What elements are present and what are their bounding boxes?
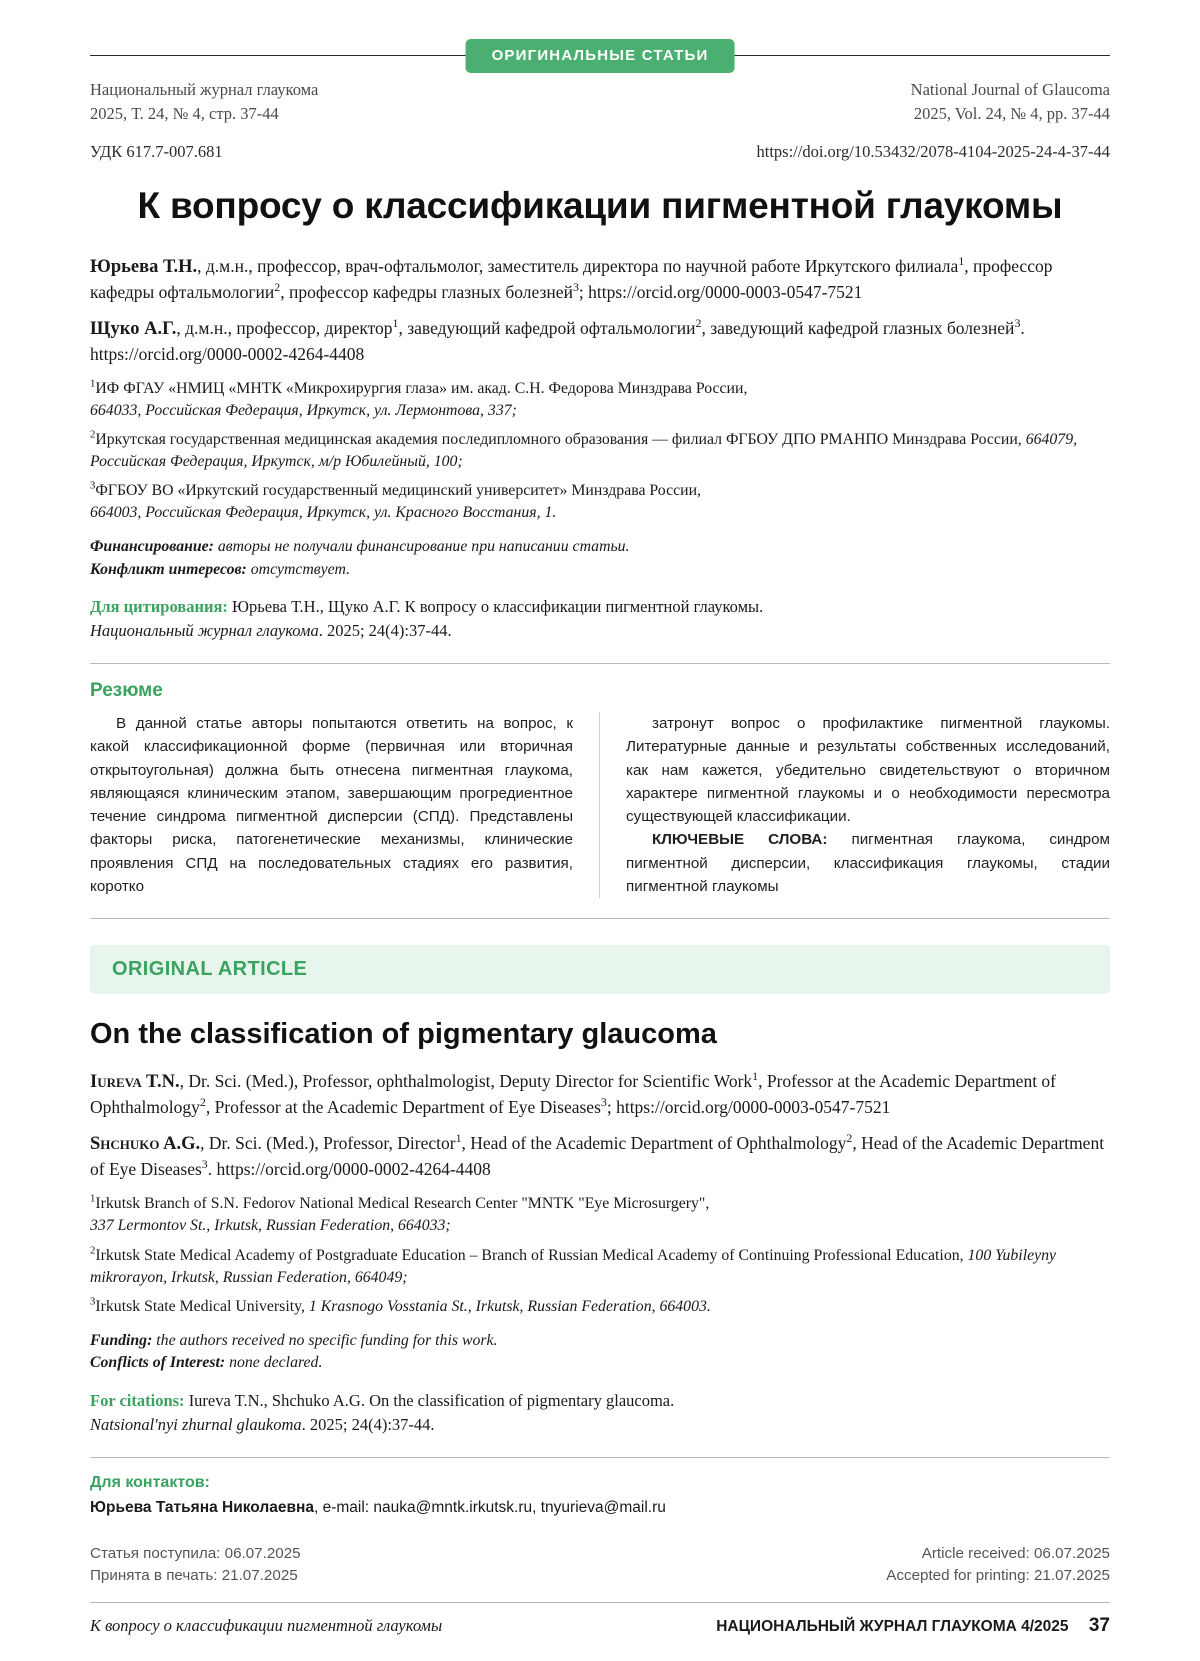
page-title-ru: К вопросу о классификации пигментной глаукомы (137, 184, 1063, 226)
udk-doi-line (90, 142, 1110, 162)
citation-text: Iureva T.N., Shchuko A.G. On the classification of pigmentary glaucoma. (184, 1390, 675, 1410)
affil-ref: 2 (199, 1095, 206, 1110)
affil-address: 1 Krasnogo Vosstania St., Irkutsk, Russian Federation, 664003. (304, 1297, 711, 1315)
contacts-line (90, 1499, 1110, 1517)
citation-rest: . 2025; 24(4):37-44. (301, 1414, 435, 1434)
notes-ru (90, 536, 1110, 581)
affil-number: 2 (90, 428, 96, 441)
author-orcid[interactable]: ; https://orcid.org/0000-0003-0547-7521 (578, 281, 863, 302)
affil-ref: 2 (846, 1131, 853, 1146)
author-entry-ru-1 (90, 254, 1110, 305)
affil-ref: 1 (455, 1131, 462, 1146)
conflict-text: none declared. (225, 1354, 323, 1372)
conflict-ru (90, 559, 1110, 581)
journal-meta (90, 78, 1110, 126)
dates-ru (90, 1543, 301, 1589)
keywords-ru (626, 828, 1110, 898)
affil-name: Irkutsk Branch of S.N. Fedorov National Medical Research Center "MNTK "Eye Microsurgery", (95, 1195, 710, 1213)
affiliation-ru-3 (90, 480, 1110, 524)
section-banner: ОРИГИНАЛЬНЫЕ СТАТЬИ (466, 39, 735, 73)
journal-issue-en: 2025, Vol. 24, № 4, pp. 37-44 (913, 103, 1110, 123)
contact-email[interactable]: , e-mail: nauka@mntk.irkutsk.ru, tnyurieva@mail.ru (313, 1498, 666, 1516)
funding-ru (90, 536, 1110, 558)
abstract-text-right: затронут вопрос о профилактике пигментной глаукомы. Литературные данные и результаты собственных исследований, как нам кажется, убедительно свидетельствуют о вторичном характере пигментной глаукомы и о необходимости пересмотра существующей классификации. (626, 715, 1110, 826)
author-orcid[interactable]: ; https://orcid.org/0000-0003-0547-7521 (606, 1097, 891, 1118)
conflict-en (90, 1352, 1110, 1374)
date-received-ru: Статья поступила: 06.07.2025 (90, 1544, 301, 1562)
affil-number: 3 (90, 1295, 96, 1308)
funding-text: the authors received no specific funding for this work. (152, 1331, 498, 1349)
affil-ref: 1 (958, 253, 965, 268)
author-role-3: , заведующий кафедрой глазных болезней (701, 317, 1015, 338)
affil-number: 3 (90, 479, 96, 492)
conflict-label: Conflicts of Interest: (90, 1354, 226, 1372)
affiliation-en-3 (90, 1296, 1110, 1318)
journal-name-en: National Journal of Glaucoma (910, 80, 1110, 99)
author-role-2: , Head of the Academic Department of Ophthalmology (461, 1133, 847, 1154)
date-received-en: Article received: 06.07.2025 (921, 1544, 1110, 1562)
citation-label: For citations: (90, 1390, 185, 1410)
date-accepted-ru: Принята в печать: 21.07.2025 (90, 1567, 298, 1585)
author-role: , Dr. Sci. (Med.), Professor, ophthalmologist, Deputy Director for Scientific Work (179, 1071, 753, 1092)
notes-en (90, 1330, 1110, 1375)
footer-journal-block (716, 1615, 1110, 1637)
affil-number: 2 (90, 1244, 96, 1257)
conflict-text: отсутствует. (246, 560, 351, 578)
affil-ref: 3 (600, 1095, 607, 1110)
dates-block (90, 1543, 1110, 1589)
affil-ref: 3 (201, 1157, 208, 1172)
affil-address: 664003, Российская Федерация, Иркутск, ул. Красного Восстания, 1. (90, 504, 557, 522)
affil-ref: 2 (274, 279, 281, 294)
journal-meta-ru (90, 78, 318, 126)
affil-name: ИФ ФГАУ «НМИЦ «МНТК «Микрохирургия глаза» им. акад. С.Н. Федорова Минздрава России, (95, 379, 748, 397)
footer-running-title: К вопросу о классификации пигментной глаукомы (90, 1616, 443, 1636)
author-role-2: , Professor at the Academic Department of Ophthalmology (90, 1071, 1057, 1118)
affil-ref: 1 (752, 1069, 759, 1084)
affil-number: 1 (90, 377, 96, 390)
affil-number: 1 (90, 1193, 96, 1206)
author-role: , д.м.н., профессор, директор (176, 317, 393, 338)
funding-label: Funding: (90, 1331, 153, 1349)
abstract-ru (90, 712, 1110, 898)
citation-en (90, 1389, 1110, 1437)
footer-issue: 4/2025 (1021, 1618, 1069, 1636)
author-name: Юрьева Т.Н. (90, 256, 198, 277)
author-entry-en-1 (90, 1069, 1110, 1120)
author-role-2: , профессор кафедры офтальмологии (90, 255, 1053, 302)
conflict-label: Конфликт интересов: (90, 560, 247, 578)
affil-address: 664079, Российская Федерация, Иркутск, м/р Юбилейный, 100; (90, 430, 1078, 471)
keywords-label: КЛЮЧЕВЫЕ СЛОВА: (652, 831, 828, 849)
author-role-3: , Head of the Academic Department of Eye Diseases (90, 1133, 1105, 1180)
keywords-text: пигментная глаукома, синдром пигментной дисперсии, классификация глаукомы, стадии пигментной глаукомы (626, 831, 1110, 895)
author-role-3: , профессор кафедры глазных болезней (280, 281, 573, 302)
affil-ref: 3 (1014, 315, 1021, 330)
affil-name: Иркутская государственная медицинская академия последипломного образования — филиал ФГБОУ ДПО РМАНПО Минздрава России, (95, 430, 1022, 448)
affil-ref: 1 (392, 315, 399, 330)
citation-ru (90, 595, 1110, 643)
funding-text: авторы не получали финансирование при написании статьи. (213, 538, 630, 556)
funding-label: Финансирование: (90, 538, 214, 556)
date-accepted-en: Accepted for printing: 21.07.2025 (886, 1567, 1110, 1585)
resume-heading: Резюме (90, 680, 163, 702)
affiliation-ru-2 (90, 429, 1110, 473)
author-orcid[interactable]: . https://orcid.org/0000-0002-4264-4408 (207, 1159, 491, 1180)
affil-name: Irkutsk State Medical Academy of Postgraduate Education – Branch of Russian Medical Academy of Continuing Professional Education, (95, 1246, 964, 1264)
author-role: , Dr. Sci. (Med.), Professor, Director (200, 1133, 456, 1154)
original-article-bar: ORIGINAL ARTICLE (90, 945, 1110, 994)
affiliation-ru-1 (90, 378, 1110, 422)
author-role-3: , Professor at the Academic Department of Eye Diseases (205, 1097, 601, 1118)
journal-issue-ru: 2025, Т. 24, № 4, стр. 37-44 (90, 103, 279, 123)
footer-page-number: 37 (1088, 1615, 1110, 1637)
author-name: Iureva T.N. (90, 1072, 180, 1093)
affiliation-en-1 (90, 1193, 1110, 1237)
author-role-2: , заведующий кафедрой офтальмологии (398, 317, 696, 338)
citation-text: Юрьева Т.Н., Щуко А.Г. К вопросу о классификации пигментной глаукомы. (227, 597, 764, 617)
citation-label: Для цитирования: (90, 597, 228, 617)
funding-en (90, 1330, 1110, 1352)
affil-name: Irkutsk State Medical University, (95, 1297, 305, 1315)
divider (90, 918, 1110, 919)
affil-ref: 2 (695, 315, 702, 330)
author-role: , д.м.н., профессор, врач-офтальмолог, заместитель директора по научной работе Иркутского филиала (197, 255, 959, 276)
author-name: Щуко А.Г. (90, 318, 177, 339)
author-entry-en-2 (90, 1131, 1110, 1182)
abstract-text-left: В данной статье авторы попытаются ответить на вопрос, к какой классификационной форме (первичная или вторичная открытоугольная) должна быть отнесена пигментная глаукома, являющаяся клиническим этапом, завершающим прогредиентное течение синдрома пигментной дисперсии (СПД). Представлены факторы риска, патогенетические механизмы, клинические проявления СПД на последовательных стадиях его развития, коротко (90, 715, 573, 895)
author-orcid[interactable]: . https://orcid.org/0000-0002-4264-4408 (90, 317, 1025, 364)
citation-journal: Natsional'nyi zhurnal glaukoma (90, 1414, 302, 1434)
journal-meta-en (911, 78, 1110, 126)
doi-link[interactable]: https://doi.org/10.53432/2078-4104-2025-24-4-37-44 (756, 141, 1110, 161)
page-footer (90, 1602, 1110, 1661)
author-name: Shchuko A.G. (90, 1134, 201, 1155)
contact-person-name: Юрьева Татьяна Николаевна (90, 1498, 314, 1516)
affil-address: 337 Lermontov St., Irkutsk, Russian Federation, 664033; (90, 1217, 451, 1235)
affiliation-en-2 (90, 1245, 1110, 1289)
author-entry-ru-2 (90, 316, 1110, 367)
divider (90, 1457, 1110, 1458)
footer-journal-name: НАЦИОНАЛЬНЫЙ ЖУРНАЛ ГЛАУКОМА (716, 1618, 1017, 1636)
affil-address: 664033, Российская Федерация, Иркутск, ул. Лермонтова, 337; (90, 401, 517, 419)
citation-journal: Национальный журнал глаукома (90, 621, 319, 641)
journal-name-ru: Национальный журнал глаукома (90, 80, 319, 99)
abstract-column-left (90, 712, 600, 898)
page-title-en: On the classification of pigmentary glaucoma (90, 1018, 717, 1051)
contacts-label: Для контактов: (90, 1473, 210, 1491)
affil-address: 100 Yubileyny mikrorayon, Irkutsk, Russian Federation, 664049; (90, 1246, 1057, 1286)
udk-code: УДК 617.7-007.681 (90, 141, 223, 161)
divider (90, 663, 1110, 664)
dates-en (886, 1543, 1110, 1589)
abstract-column-right (600, 712, 1110, 898)
affil-name: ФГБОУ ВО «Иркутский государственный медицинский университет» Минздрава России, (95, 482, 701, 500)
citation-rest: . 2025; 24(4):37-44. (318, 621, 452, 641)
affil-ref: 3 (572, 279, 579, 294)
